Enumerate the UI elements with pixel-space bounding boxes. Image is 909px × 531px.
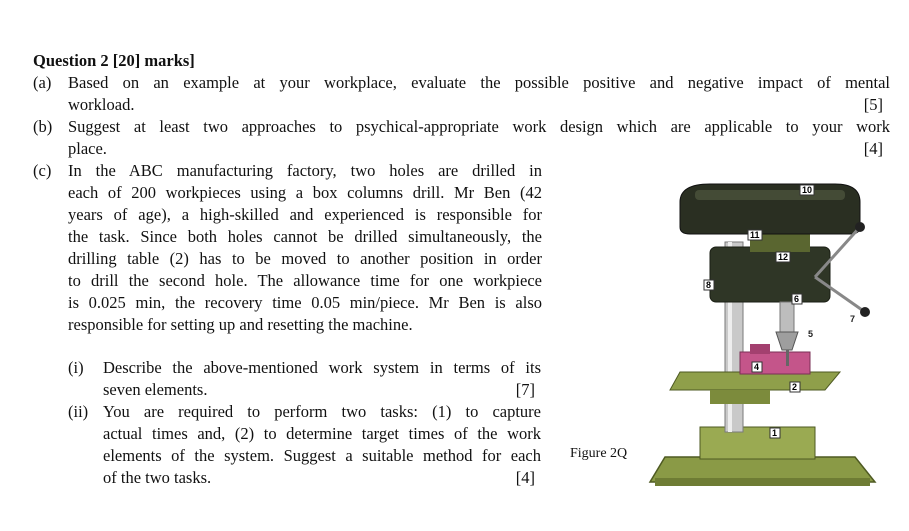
part-b-line2-row (68, 138, 883, 160)
part-c-line: each of 200 workpieces using a box columns drill. Mr Ben (42 (68, 183, 542, 202)
part-a-line2-row (68, 94, 883, 116)
part-a-label: (a) (33, 73, 52, 92)
drill-vise-jaw (750, 344, 770, 354)
callout-label: 2 (792, 382, 798, 392)
sub-i-label: (i) (68, 358, 84, 377)
callout-label: 7 (850, 314, 856, 324)
part-b-label: (b) (33, 117, 53, 136)
sub-i-line2: seven elements. (103, 380, 208, 399)
callout-label: 5 (808, 329, 814, 339)
part-c-label: (c) (33, 161, 52, 180)
callout-label: 10 (802, 185, 813, 195)
part-a-line1: Based on an example at your workplace, evaluate the possible positive and negative impact of mental (68, 73, 890, 92)
part-c-line: is 0.025 min, the recovery time 0.05 min/piece. Mr Ben is also (68, 293, 542, 312)
callout-label: 8 (706, 280, 712, 290)
sub-ii-line: elements of the system. Suggest a suitable method for each (103, 446, 541, 465)
sub-ii-last-row (103, 467, 535, 489)
drill-bit (786, 350, 789, 366)
sub-i-marks: [7] (515, 380, 535, 399)
drill-spindle (780, 302, 794, 332)
callout-label: 4 (754, 362, 760, 372)
sub-ii-marks: [4] (515, 468, 535, 487)
figure-caption: Figure 2Q (570, 446, 628, 461)
callout-label: 1 (772, 428, 778, 438)
drill-handle-knob-2 (860, 307, 870, 317)
sub-ii-paragraph (103, 401, 541, 467)
sub-ii-line: You are required to perform two tasks: (1) to capture (103, 402, 541, 421)
drill-table-bracket (710, 390, 770, 404)
drill-head (710, 247, 830, 302)
sub-i-line1: Describe the above-mentioned work system in terms of its (103, 358, 541, 377)
sub-ii-label: (ii) (68, 402, 89, 421)
drill-base-foot (655, 478, 870, 486)
drill-handle-knob (855, 222, 865, 232)
drill-press-figure (640, 172, 890, 492)
part-c-line: years of age), a high-skilled and experienced is responsible for (68, 205, 542, 224)
part-b-line2: place. (68, 139, 107, 158)
drill-vise (740, 352, 810, 374)
callout-label: 11 (750, 230, 760, 240)
part-b-line1: Suggest at least two approaches to psychical-appropriate work design which are applicable to your work (68, 117, 890, 136)
sub-i-line2-row (103, 379, 535, 401)
part-c-line: responsible for setting up and resetting the machine. (68, 315, 413, 334)
callout-label: 6 (794, 294, 800, 304)
drill-base-plate (700, 427, 815, 459)
question-title: Question 2 [20] marks] (33, 51, 195, 70)
part-a-marks: [5] (863, 95, 883, 114)
part-c-line: the task. Since both holes cannot be drilled simultaneously, the (68, 227, 542, 246)
drill-cover-highlight (695, 190, 845, 200)
part-b-marks: [4] (863, 139, 883, 158)
part-c-line: drilling table (2) has to be moved to another position in order (68, 249, 542, 268)
callout-label: 12 (778, 252, 789, 262)
part-c-line: In the ABC manufacturing factory, two holes are drilled in (68, 161, 542, 180)
sub-ii-last-line: of the two tasks. (103, 468, 212, 487)
drill-table (670, 372, 840, 390)
sub-ii-line: actual times and, (2) to determine target times of the work (103, 424, 541, 443)
part-a-line2: workload. (68, 95, 135, 114)
part-c-paragraph (68, 160, 542, 336)
part-c-line: to drill the second hole. The allowance time for one workpiece (68, 271, 542, 290)
drill-chuck (776, 332, 798, 350)
